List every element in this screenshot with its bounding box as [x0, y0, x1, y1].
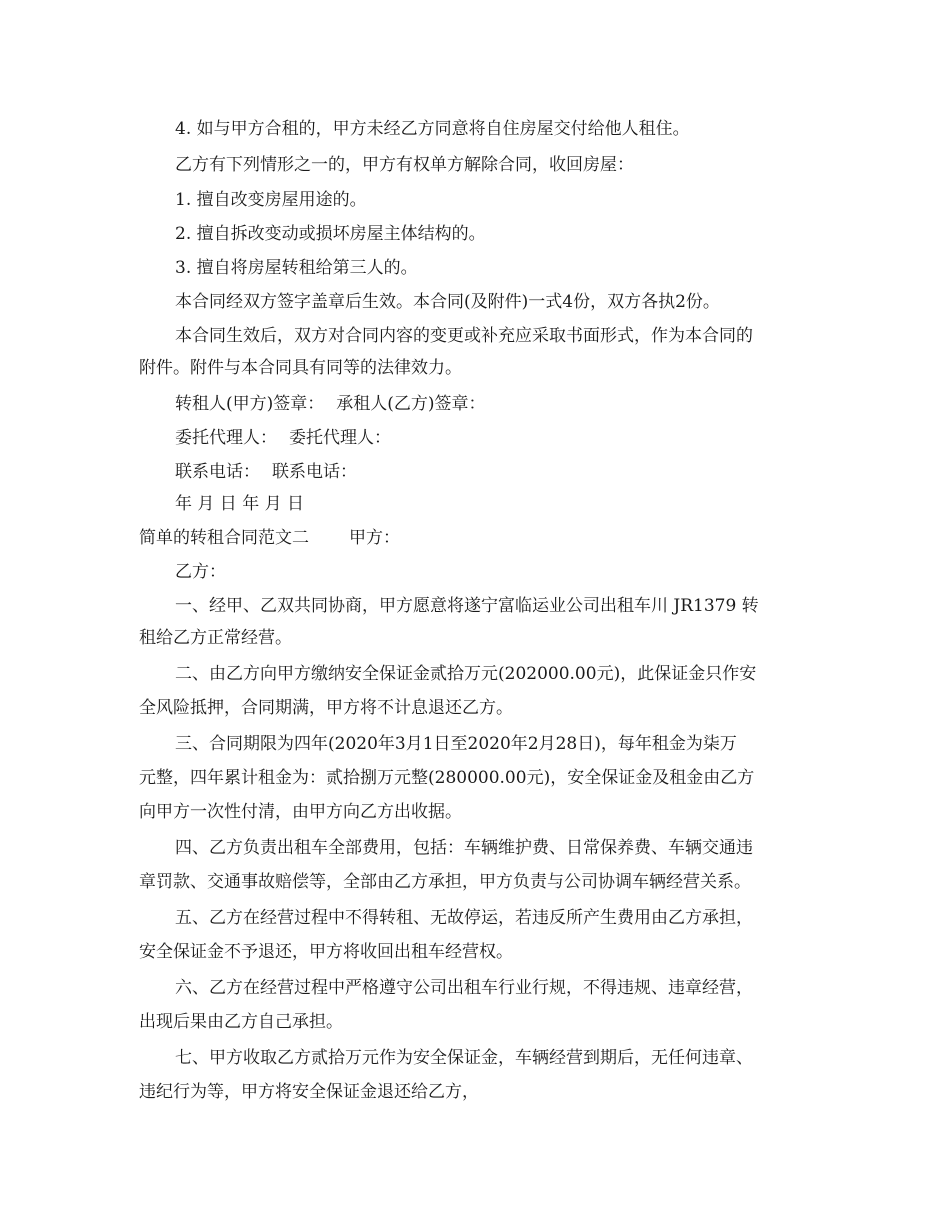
paragraph-line: 六、乙方在经营过程中严格遵守公司出租车行业行规，不得违规、违章经营， — [175, 978, 753, 998]
party-b-label: 乙方： — [175, 562, 226, 582]
phone-row — [175, 462, 357, 482]
paragraph-line: 本合同生效后，双方对合同内容的变更或补充应采取书面形式，作为本合同的 — [175, 326, 753, 346]
date-row: 年 月 日 年 月 日 — [175, 494, 305, 514]
paragraph-line: 本合同经双方签字盖章后生效。本合同(及附件)一式4份，双方各执2份。 — [175, 292, 720, 312]
paragraph-line: 四、乙方负责出租车全部费用，包括：车辆维护费、日常保养费、车辆交通违 — [175, 838, 753, 858]
phone-label: 联系电话： — [272, 462, 357, 482]
paragraph-line: 章罚款、交通事故赔偿等，全部由乙方承担，甲方负责与公司协调车辆经营关系。 — [139, 872, 751, 892]
party-a-label: 甲方： — [349, 528, 400, 548]
paragraph-line: 1. 擅自改变房屋用途的。 — [175, 190, 367, 210]
signature-row — [175, 394, 486, 414]
agent-row — [175, 428, 391, 448]
phone-label: 联系电话： — [175, 462, 260, 482]
paragraph-line: 一、经甲、乙双共同协商，甲方愿意将遂宁富临运业公司出租车川 JR1379 转 — [175, 596, 759, 616]
paragraph-line: 2. 擅自拆改变动或损坏房屋主体结构的。 — [175, 224, 486, 244]
lessor-signature-label: 转租人(甲方)签章： — [175, 394, 325, 414]
paragraph-line: 出现后果由乙方自己承担。 — [139, 1012, 343, 1032]
paragraph-line: 3. 擅自将房屋转租给第三人的。 — [175, 258, 418, 278]
paragraph-line: 五、乙方在经营过程中不得转租、无故停运，若违反所产生费用由乙方承担， — [175, 908, 753, 928]
agent-label: 委托代理人： — [175, 428, 277, 448]
agent-label: 委托代理人： — [289, 428, 391, 448]
paragraph-line: 七、甲方收取乙方贰拾万元作为安全保证金，车辆经营到期后，无任何违章、 — [175, 1048, 753, 1068]
section-title: 简单的转租合同范文二 — [139, 528, 309, 548]
paragraph-line: 二、由乙方向甲方缴纳安全保证金贰拾万元(202000.00元)，此保证金只作安 — [175, 664, 757, 684]
paragraph-line: 乙方有下列情形之一的，甲方有权单方解除合同，收回房屋： — [175, 155, 634, 175]
section-title-row — [139, 528, 400, 548]
paragraph-line: 租给乙方正常经营。 — [139, 628, 292, 648]
paragraph-line: 4. 如与甲方合租的，甲方未经乙方同意将自住房屋交付给他人租住。 — [175, 119, 690, 139]
paragraph-line: 元整，四年累计租金为：贰拾捌万元整(280000.00元)，安全保证金及租金由乙方 — [139, 768, 755, 788]
lessee-signature-label: 承租人(乙方)签章： — [336, 394, 486, 414]
paragraph-line: 全风险抵押，合同期满，甲方将不计息退还乙方。 — [139, 698, 513, 718]
paragraph-line: 违纪行为等，甲方将安全保证金退还给乙方， — [139, 1082, 479, 1102]
paragraph-line: 向甲方一次性付清，由甲方向乙方出收据。 — [139, 802, 462, 822]
paragraph-line: 安全保证金不予退还，甲方将收回出租车经营权。 — [139, 942, 513, 962]
paragraph-line: 三、合同期限为四年(2020年3月1日至2020年2月28日)，每年租金为柒万 — [175, 734, 737, 754]
paragraph-line: 附件。附件与本合同具有同等的法律效力。 — [139, 358, 462, 378]
